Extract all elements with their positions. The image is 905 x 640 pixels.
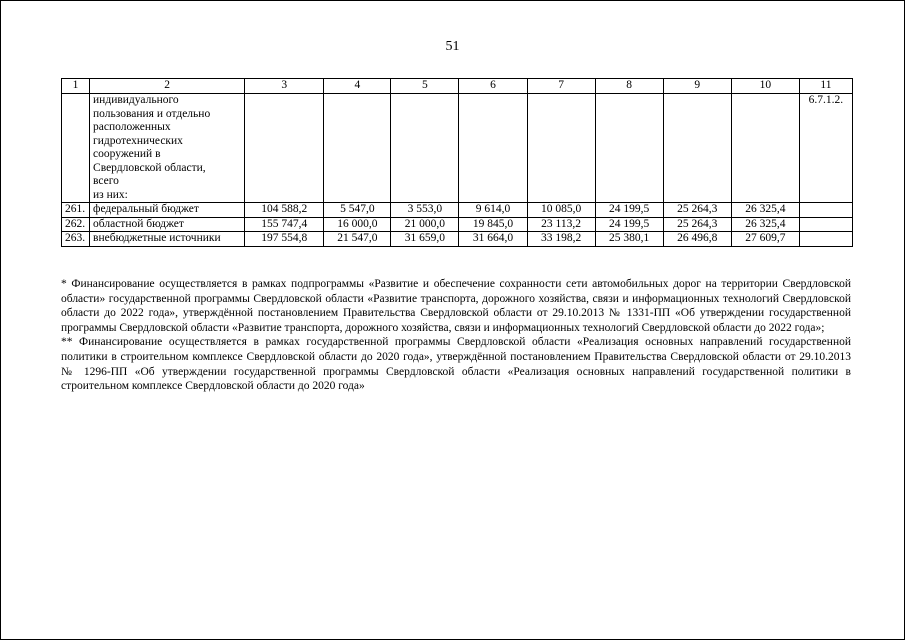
table-cell: 24 199,5 (595, 217, 663, 232)
table-cell: 26 325,4 (731, 203, 799, 218)
header-row (62, 79, 853, 94)
table-cell: 9 614,0 (459, 203, 527, 218)
table-cell: 27 609,7 (731, 232, 799, 247)
column-header: 3 (245, 79, 324, 94)
table-cell: 31 664,0 (459, 232, 527, 247)
column-header: 2 (90, 79, 245, 94)
row-index: 263. (62, 232, 90, 247)
table-row-group (62, 94, 853, 203)
column-header: 6 (459, 79, 527, 94)
column-header: 1 (62, 79, 90, 94)
table-cell: 19 845,0 (459, 217, 527, 232)
row-name: внебюджетные источники (90, 232, 245, 247)
table-cell: 25 264,3 (663, 217, 731, 232)
table-cell: 33 198,2 (527, 232, 595, 247)
table-cell (527, 94, 595, 203)
table-cell (391, 94, 459, 203)
table-cell: 26 496,8 (663, 232, 731, 247)
footnote: * Финансирование осуществляется в рамках подпрограммы «Развитие и обеспечение сохранности сети автомобильных дорог на территории Свердловской области» государственной программы Свердловской области «Развитие транспорта, дорожного хозяйства, связи и информационных технологий Свердловской области до 2022 года», утверждённой постановлением Правительства Свердловской области от 29.10.2013 № 1331-ПП «Об утверждении государственной программы Свердловской области «Развитие транспорта, дорожного хозяйства, связи и информационных технологий Свердловской области до 2022 года»; (61, 278, 851, 334)
table-cell: 25 264,3 (663, 203, 731, 218)
column-header: 7 (527, 79, 595, 94)
group-name-line: пользования и отдельно (93, 107, 211, 120)
row-index: 262. (62, 217, 90, 232)
column-header: 4 (324, 79, 391, 94)
table-cell: 24 199,5 (595, 203, 663, 218)
group-name-line: гидротехнических (93, 134, 183, 147)
column-header: 10 (731, 79, 799, 94)
column-header: 11 (799, 79, 852, 94)
table-cell: 155 747,4 (245, 217, 324, 232)
table-cell (663, 94, 731, 203)
group-name-line: индивидуального (93, 94, 179, 106)
column-header: 8 (595, 79, 663, 94)
table-cell (799, 217, 852, 232)
footnote: ** Финансирование осуществляется в рамках государственной программы Свердловской области «Реализация основных направлений государственной политики в строительном комплексе Свердловской области до 2020 года», утверждённой постановлением Правительства Свердловской области от 29.10.2013 № 1296-ПП «Об утверждении государственной программы Свердловской области «Реализация основных направлений государственной политики в строительном комплексе Свердловской области до 2020 года» (61, 336, 851, 393)
table-cell: 16 000,0 (324, 217, 391, 232)
target-code: 6.7.1.2. (799, 94, 852, 203)
table-cell: 31 659,0 (391, 232, 459, 247)
table-cell: 197 554,8 (245, 232, 324, 247)
row-name: федеральный бюджет (90, 203, 245, 218)
table-cell (245, 94, 324, 203)
table-cell (459, 94, 527, 203)
table-cell (799, 232, 852, 247)
group-name-line: расположенных (93, 121, 171, 133)
row-name: областной бюджет (90, 217, 245, 232)
table-cell: 5 547,0 (324, 203, 391, 218)
table-cell: 26 325,4 (731, 217, 799, 232)
page-number: 51 (445, 39, 460, 54)
column-header: 9 (663, 79, 731, 94)
table-cell (595, 94, 663, 203)
table-cell: 104 588,2 (245, 203, 324, 218)
table-row (62, 217, 853, 232)
budget-table (61, 78, 853, 247)
table-cell (799, 203, 852, 218)
table-cell: 21 000,0 (391, 217, 459, 232)
table-cell (324, 94, 391, 203)
table-cell: 23 113,2 (527, 217, 595, 232)
table-row (62, 203, 853, 218)
table-cell: 10 085,0 (527, 203, 595, 218)
group-name-line: всего (93, 175, 119, 187)
table-cell: 3 553,0 (391, 203, 459, 218)
group-name-line: Свердловской области, (93, 161, 206, 174)
table-cell: 25 380,1 (595, 232, 663, 247)
group-name (90, 94, 245, 203)
table-row (62, 232, 853, 247)
footnotes (61, 277, 851, 394)
column-header: 5 (391, 79, 459, 94)
table-cell (731, 94, 799, 203)
row-index (62, 94, 90, 203)
row-index: 261. (62, 203, 90, 218)
table-cell: 21 547,0 (324, 232, 391, 247)
group-name-line: из них: (93, 188, 128, 201)
group-name-line: сооружений в (93, 148, 161, 160)
